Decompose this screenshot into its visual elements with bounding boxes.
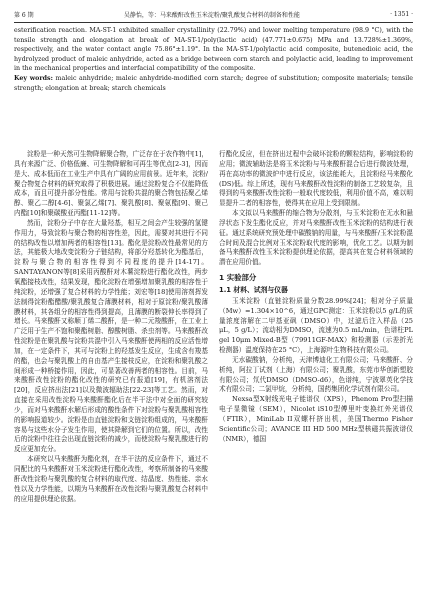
- right-paragraph: 本文拟以马来酸酐的缩合物为分散剂，与玉米淀粉在无水和悬浮状态下发生酯化反应，并对马来酸酐改性玉米淀粉的结构进行表征。通过系统研究预处理中碳酸钠的用量，与马来酸酐/玉米淀粉混合时间及混合比例对玉米淀粉取代度的影响，优化工艺。以期为制备马来酸酐改性玉米淀粉提供理论依据，提高其在复合材料领域的潜在应用价值。: [219, 209, 413, 267]
- page-number: · 1351 ·: [390, 11, 413, 18]
- right-paragraph: 无水碳酸钠，分析纯，天津博迪化工有限公司；马来酸酐、分析纯，阿拉丁试剂（上海）有限公司；聚乳酸，东莞市华创新塑胶有限公司；氘代DMSO（DMSO-d6），色谱纯，宁波翠英化学技术有限公司；二氯甲烷，分析纯，国药集团化学试剂有限公司。: [219, 355, 413, 394]
- left-paragraph: 本研究以马来酸酐为酯化剂，在半干法的反应条件下，通过不同配比的马来酸酐对玉米淀粉进行酯化改性，考察所制备的马来酸酐改性淀粉与聚乳酸的复合材料的取代度、结晶度、热性能、亲水性以及力学性能，以期为马来酸酐在改性淀粉与聚乳酸复合材料中的应用提供理论依据。: [14, 455, 208, 503]
- left-paragraph: 淀粉是一种天然可生物降解聚合物，广泛存在于农作物中[1]，具有来源广泛、价格低廉、可生物降解和可再生等优点[2-3]，因而是大、成本低而在工业生产中具有广阔的应用前景。近年来，淀粉/聚合物复合材料的研究取得了积极进展。通过淀粉复合不仅能降低成本，而且可提升部分性能。常用与淀粉共混的聚合物包括聚乙烯醇、聚乙二醇[4-6]、聚氯乙烯[7]、聚乳酸[8]、聚氨酯[9]、聚己内酯[10]和聚碳酸亚丙酯[11-12]等。: [14, 150, 208, 218]
- running-title: 吴静怡，等：马来酸酐改性玉米淀粉/聚乳酸复合材料的制备和性能: [123, 12, 300, 19]
- keywords-line: [14, 74, 413, 93]
- left-paragraph: 然而，淀粉分子中存在大量羟基，相互之间会产生较强的氢键作用力，导致淀粉与聚合物的相容性差，因此，需要对其进行不同的结构改性以增加两者的相容性[13]。酯化是淀粉改性最常见的方法，其能极大地改变淀粉分子链结构，将部分羟基转化为酯基后，淀粉与聚合物的相容性得到不同程度的提升[14-17]。SANTAYANON等[8]采用丙酸酐对木薯淀粉进行酯化改性，两步氧酯接枝改性，结果发现，酯化淀粉在增强增加聚乳酸的相容性于纯淀粉，还增强了复合材料的力学性能；刘宏等[18]使用溶剂挥发法制得淀粉酯醋酸/聚乳酸复合薄膜材料，相对于原淀粉/聚乳酸薄膜材料，其各组分的相容性得到提高，且薄膜的断裂伸长率得到了增长。马来酸酐又称顺丁烯二酸酐，是一种二元羧酸酐，在工业上广泛用于生产不饱和聚酯树脂、醇酸树脂、杀虫剂等。马来酸酐改性淀粉是在聚乳酸与淀粉共混中引入马来酸酐使两相的反应活性增加，在一定条件下，其可与淀粉上的羟基发生反应，生成含有羧基的酯，也会与聚乳酸上的自由基产生接枝反应，在淀粉和聚乳酸之间形成一种桥接作用，因此，可显著改善两者的相容性。目前，马来酸酐改性淀粉的酯化改性的研究已有报道[19]，有机溶剂法[20]，反应挤出法[21]以及微波辐助法[22-23]等工艺。然而，对直接在采用改性淀粉马来酸酐酯化后在半干法中对全面的研究较少，而对马来酸酐水解后形成的酸性条件下对淀粉与聚乳酸相容性的影响报道较少。淀粉是由直链淀粉和支链淀粉组成的，马来酸酐容易与这些水分子发生作用，使其降解到它们的位置。所以，改性后的淀粉中往往会出现直链淀粉的减少，而使淀粉与聚乳酸进行的反应更加充分。: [14, 218, 208, 454]
- english-abstract: [14, 26, 413, 93]
- section-heading: 1 实验部分: [219, 273, 257, 283]
- right-paragraph: 行酯化反应，但在挤出过程中会破坏淀粉的颗粒结构，影响淀粉的应用；微波辅助法是将玉米淀粉与马来酸酐混合后进行微波处理，再在高功率的微波炉中进行反应，该法能耗大，且淀粉经马来酸化(DS)低。综上所述，现有马来酸酐改性淀粉的制备工艺较复杂，且得到的马来酸酐改性淀粉一般取代度较低，利用价值不高，难以明显提升二者的相容性，使得其在应用上受到限制。: [219, 150, 413, 208]
- right-paragraph: Nexsa型X射线光电子能谱仪（XPS），Phenom Pro型扫描电子显微镜（SEM），Nicolet iS10型傅里叶变换红外光谱仪（FTIR），MiniLab II双螺杆挤出机，美国Thermo Fisher Scientific公司；AVANCE III HD 500 MHz型核磁共振波谱仪（NMR），德国: [219, 395, 413, 443]
- abstract-body: esterification reaction. MA-ST-1 exhibited smaller crystallinity (22.79%) and lower melting temperature (98.9 °C), with the tensile strength and elongation at break of MA-ST-1/poly(lactic acid) (47.771±0.675) MPa and 13.728%±1.369%, respectively, and the water contact angle 75.86°±1.19°. In the MA-ST-1/polylactic acid composite, butenedioic acid, the hydrolyzed product of maleic anhydride, acted as a bridge between corn starch and polylactic acid, leading to improvement in the mechanical properties and interfacial compatibility of the composite.: [14, 27, 413, 73]
- left-column: [14, 150, 208, 597]
- running-head: [14, 9, 413, 20]
- keywords-label: Key words:: [14, 74, 53, 82]
- body-columns: [14, 150, 413, 597]
- right-paragraph: 玉米淀粉（直链淀粉质量分数28.99%[24]；相对分子质量（Mw）=1.304×10^6，通过GPC测定：玉米淀粉以5 g/L的质量浓度溶解在二甲基亚砜（DMSO）中，过滤后注入样品（25 μL，5 g/L）；流动相为DMSO，流速为0.5 mL/min，色谱柱PL gel 10μm Mixed-B型（79911GF-MAX）和检测器（示差折光检测器）温度保持在25 °C），上海源叶生物科技有限公司。: [219, 296, 413, 355]
- header-rule: [14, 22, 413, 23]
- issue-label: 第 6 期: [14, 12, 34, 19]
- right-column: [219, 150, 413, 597]
- keywords-text: maleic anhydride; maleic anhydride-modified corn starch; degree of substitution; composite materials; tensile strength; elongation at break; starch chemicals: [14, 74, 413, 92]
- subsection-heading: 1.1 材料、试剂与仪器: [219, 285, 288, 294]
